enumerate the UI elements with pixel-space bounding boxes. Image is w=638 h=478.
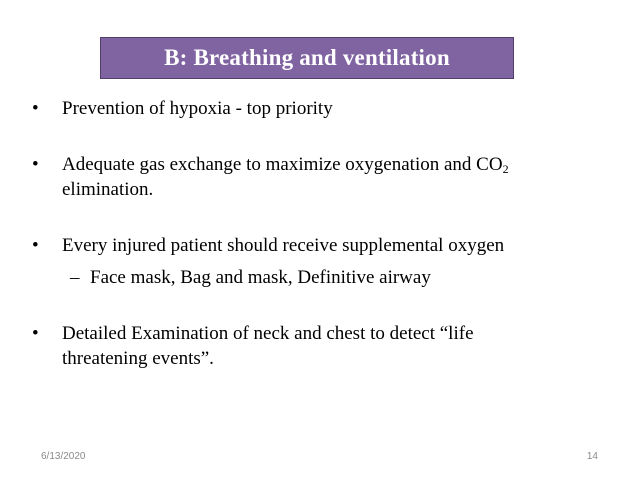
bullet-dot-icon: •: [32, 323, 39, 344]
dash-icon: –: [70, 267, 80, 288]
slide-title: B: Breathing and ventilation: [164, 45, 450, 70]
footer-date: 6/13/2020: [41, 451, 86, 462]
bullet-item: [32, 233, 612, 258]
bullet-dot-icon: •: [32, 154, 39, 175]
slide-title-banner: [100, 37, 514, 79]
bullet-item: [32, 321, 612, 371]
bullet-item: [32, 96, 612, 121]
bullet-text: Every injured patient should receive supplemental oxygen: [62, 235, 505, 256]
subscript-2: 2: [502, 162, 509, 176]
bullet-text: Prevention of hypoxia - top priority: [62, 98, 333, 119]
bullet-dot-icon: •: [32, 98, 39, 119]
bullet-list: [32, 96, 612, 371]
bullet-text: Adequate gas exchange to maximize oxygenation and $CO_2$ elimination.: [62, 154, 509, 200]
bullet-dot-icon: •: [32, 235, 39, 256]
sub-bullet-item: [32, 265, 612, 290]
sub-bullet-text: Face mask, Bag and mask, Definitive airway: [90, 267, 431, 288]
footer-page-number: 14: [586, 451, 598, 462]
bullet-text: Detailed Examination of neck and chest to detect “life threatening events”.: [62, 323, 474, 369]
bullet-item: [32, 152, 612, 202]
